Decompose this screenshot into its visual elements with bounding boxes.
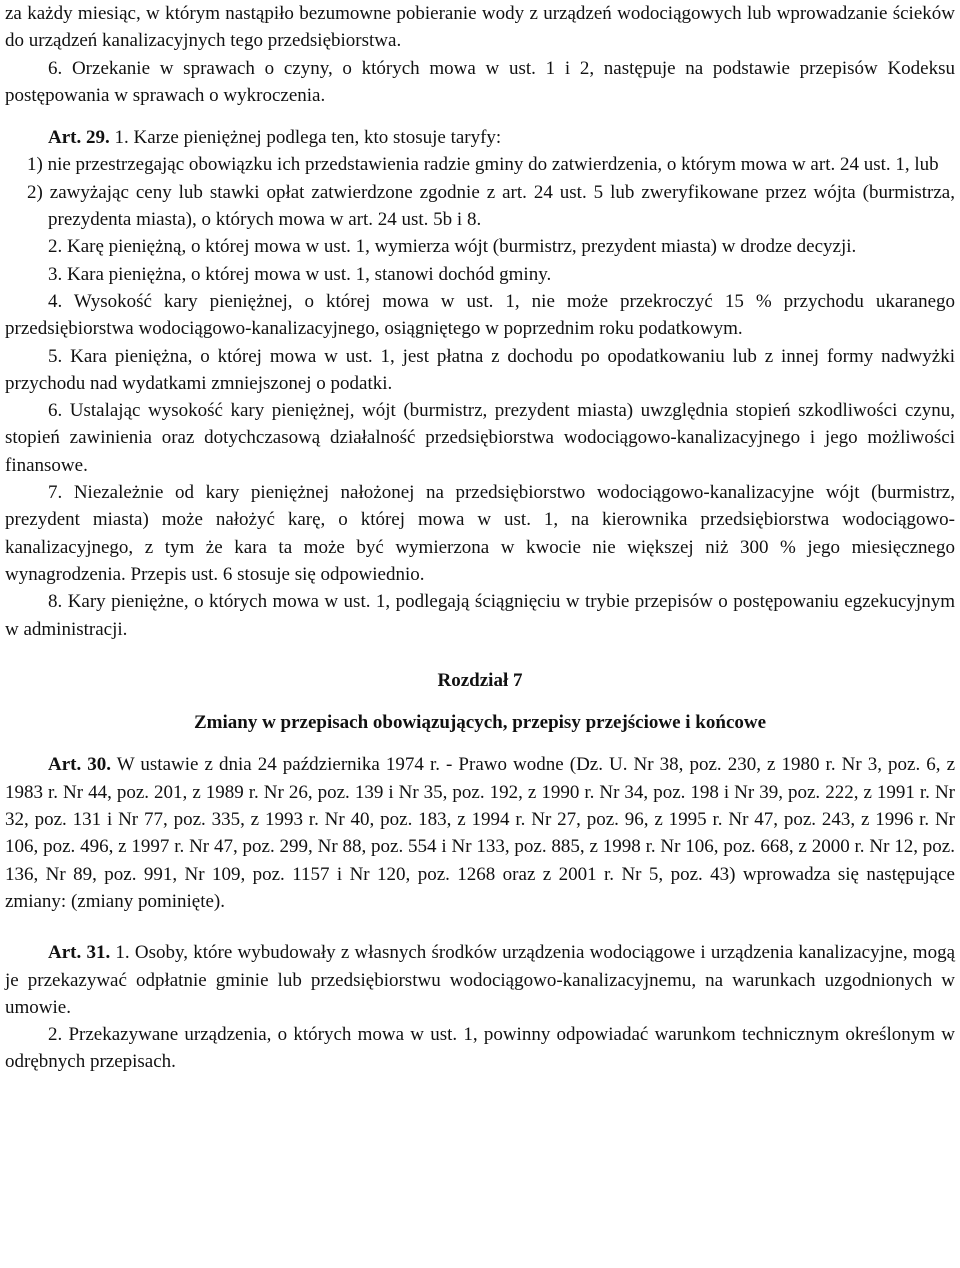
article-31-ust-2: 2. Przekazywane urządzenia, o których mowa w ust. 1, powinny odpowiadać warunkom technicznym określonym w odrębnych przepisach. <box>5 1024 955 1073</box>
article-30-label: Art. 30. <box>48 754 112 776</box>
article-31-ust-1 <box>5 939 955 1021</box>
article-29-intro-text: 1. Karze pieniężnej podlega ten, kto stosuje taryfy: <box>109 127 502 149</box>
article-31-label: Art. 31. <box>48 942 111 964</box>
article-29-ust-5: 5. Kara pieniężna, o której mowa w ust. 1, jest płatna z dochodu po opodatkowaniu lub z innej formy nadwyżki przychodu nad wydatkami zmniejszonej o podatki. <box>5 345 955 394</box>
article-29-intro <box>5 124 955 151</box>
article-29-item-2: 2) zawyżając ceny lub stawki opłat zatwierdzone zgodnie z art. 24 ust. 5 lub zweryfikowane przez wójta (burmistrza, prezydenta miasta), o których mowa w art. 24 ust. 5b i 8. <box>27 181 955 231</box>
article-30 <box>5 751 955 915</box>
article-29-item-1: 1) nie przestrzegając obowiązku ich przedstawienia radzie gminy do zatwierdzenia, o którym mowa w art. 24 ust. 1, lub <box>27 154 939 176</box>
paragraph-continuation: za każdy miesiąc, w którym nastąpiło bezumowne pobieranie wody z urządzeń wodociągowych lub wprowadzanie ścieków do urządzeń kanalizacyjnych tego przedsiębiorstwa. <box>5 3 955 52</box>
article-30-text: W ustawie z dnia 24 października 1974 r. - Prawo wodne (Dz. U. Nr 38, poz. 230, z 1980 r. Nr 3, poz. 6, z 1983 r. Nr 44, poz. 201, z 1989 r. Nr 26, poz. 139 i Nr 35, poz. 192, z 1990 r. Nr 34, poz. 198 i Nr 39, poz. 222, z 1991 r. Nr 32, poz. 131 i Nr 77, poz. 335, z 1993 r. Nr 40, poz. 183, z 1994 r. Nr 27, poz. 96, z 1995 r. Nr 47, poz. 243, z 1996 r. Nr 106, poz. 496, z 1997 r. Nr 47, poz. 299, Nr 88, poz. 554 i Nr 133, poz. 885, z 1998 r. Nr 106, poz. 668, z 2000 r. Nr 12, poz. 136, Nr 89, poz. 991, Nr 109, poz. 1157 i Nr 120, poz. 1268 oraz z 2001 r. Nr 5, poz. 43) wprowadza się następujące zmiany: (zmiany pominięte). <box>5 754 955 912</box>
article-31-text-1: 1. Osoby, które wybudowały z własnych środków urządzenia wodociągowe i urządzenia kanalizacyjne, mogą je przekazywać odpłatnie gminie lub przedsiębiorstwu wodociągowo-kanalizacyjnemu, na warunkach uzgodnionych w umowie. <box>5 942 955 1018</box>
chapter-number: Rozdział 7 <box>437 669 523 691</box>
article-29-ust-6: 6. Ustalając wysokość kary pieniężnej, wójt (burmistrz, prezydent miasta) uwzględnia stopień szkodliwości czynu, stopień zawinienia oraz dotychczasową działalność przedsiębiorstwa wodociągowo-kanalizacyjnego i jego możliwości finansowe. <box>5 400 955 476</box>
paragraph-ust-6: 6. Orzekanie w sprawach o czyny, o których mowa w ust. 1 i 2, następuje na podstawie przepisów Kodeksu postępowania w sprawach o wykroczenia. <box>5 57 955 106</box>
article-29-ust-3: 3. Kara pieniężna, o której mowa w ust. 1, stanowi dochód gminy. <box>48 263 552 285</box>
article-29-ust-4: 4. Wysokość kary pieniężnej, o której mowa w ust. 1, nie może przekroczyć 15 % przychodu ukaranego przedsiębiorstwa wodociągowo-kanalizacyjnego, osiągniętego w poprzednim roku podatkowym. <box>5 290 955 340</box>
chapter-title: Zmiany w przepisach obowiązujących, przepisy przejściowe i końcowe <box>193 712 767 734</box>
article-29-ust-7: 7. Niezależnie od kary pieniężnej nałożonej na przedsiębiorstwo wodociągowo-kanalizacyjne wójt (burmistrz, prezydent miasta) może nałożyć karę, o której mowa w ust. 1, na kierownika przedsiębiorstwa wodociągowo-kanalizacyjnego, z tym że kara ta może być wymierzona w kwocie nie większej niż 300 % jego miesięcznego wynagrodzenia. Przepis ust. 6 stosuje się odpowiednio. <box>5 482 955 585</box>
article-29-ust-8: 8. Kary pieniężne, o których mowa w ust. 1, podlegają ściągnięciu w trybie przepisów o postępowaniu egzekucyjnym w administracji. <box>5 591 955 640</box>
article-29-label: Art. 29. <box>48 127 110 149</box>
article-29-ust-2: 2. Karę pieniężną, o której mowa w ust. 1, wymierza wójt (burmistrz, prezydent miasta) w drodze decyzji. <box>48 236 857 258</box>
